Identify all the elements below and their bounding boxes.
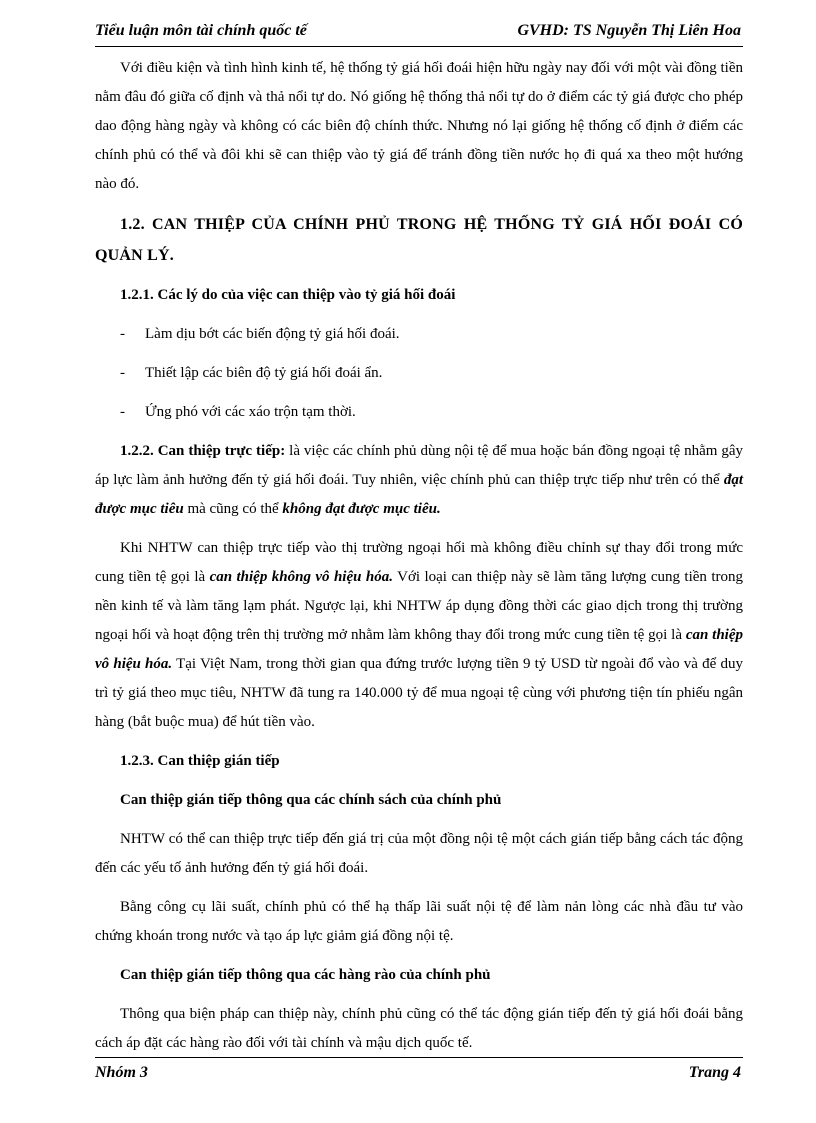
footer-page-number: Trang 4 <box>688 1064 741 1081</box>
bullet-text: Ứng phó với các xáo trộn tạm thời. <box>145 404 356 420</box>
page-footer <box>95 1057 743 1081</box>
subheading-barrier: Can thiệp gián tiếp thông qua các hàng rào của chính phủ <box>120 967 491 983</box>
bullet-item <box>95 359 743 388</box>
bullet-item <box>95 320 743 349</box>
direct-intervention-paragraph <box>95 437 743 524</box>
text-run: Với loại can thiệp này sẽ làm tăng lượng cung tiền trong nền kinh tế và làm tăng lạm phát. Ngược lại, khi NHTW áp dụng đồng thời các giao dịch trong thị trường ngoại hối và hoạt động trên thị trường mở nhằm làm không thay đổi trong mức cung tiền tệ gọi là <box>95 569 743 643</box>
bullet-dash: - <box>120 326 125 342</box>
text-run: là việc các chính phủ dùng nội tệ để mua hoặc bán đồng ngoại tệ nhằm gây áp lực làm ảnh hưởng đến tỷ giá hối đoái. Tuy nhiên, việc chính phủ can thiệp trực tiếp như trên có thể <box>95 443 743 488</box>
policy-paragraph-1: NHTW có thể can thiệp trực tiếp đến giá trị của một đồng nội tệ một cách gián tiếp bằng cách tác động đến các yếu tố ảnh hưởng đến tỷ giá hối đoái. <box>95 831 743 876</box>
footer-group: Nhóm 3 <box>95 1064 148 1081</box>
page-header <box>95 18 743 47</box>
barrier-paragraph: Thông qua biện pháp can thiệp này, chính phủ cũng có thể tác động gián tiếp đến tỷ giá hối đoái bằng cách áp đặt các hàng rào đối với tài chính và mậu dịch quốc tế. <box>95 1006 743 1051</box>
emphasis-sterilized: can thiệp vô hiệu hóa. <box>95 627 743 672</box>
header-instructor: GVHD: TS Nguyễn Thị Liên Hoa <box>517 22 741 39</box>
bullet-item <box>95 398 743 427</box>
intro-paragraph: Với điều kiện và tình hình kinh tế, hệ thống tỷ giá hối đoái hiện hữu ngày nay đối với một vài đồng tiền nằm đâu đó giữa cố định và thả nổi tự do. Nó giống hệ thống thả nổi tự do ở điểm các tỷ giá được cho phép dao động hàng ngày và không có các biên độ chính thức. Nhưng nó lại giống hệ thống cố định ở điểm các chính phủ có thể và đôi khi sẽ can thiệp vào tỷ giá để tránh đồng tiền nước họ đi quá xa theo một hướng nào đó. <box>95 60 743 192</box>
sterilization-paragraph <box>95 534 743 737</box>
policy-paragraph-2: Bằng công cụ lãi suất, chính phủ có thể hạ thấp lãi suất nội tệ để làm nản lòng các nhà đầu tư vào chứng khoán trong nước và tạo áp lực giảm giá đồng nội tệ. <box>95 899 743 944</box>
section-1-2-3-heading: 1.2.3. Can thiệp gián tiếp <box>120 753 280 769</box>
text-run: Khi NHTW can thiệp trực tiếp vào thị trường ngoại hối mà không điều chỉnh sự thay đổi trong mức cung tiền tệ gọi là <box>95 540 743 585</box>
header-course-title: Tiểu luận môn tài chính quốc tế <box>95 22 307 39</box>
emphasis-unsterilized: can thiệp không vô hiệu hóa. <box>209 569 393 585</box>
emphasis-achieve-goal: đạt được mục tiêu <box>95 472 743 517</box>
section-1-2-heading: 1.2. CAN THIỆP CỦA CHÍNH PHỦ TRONG HỆ THỐNG TỶ GIÁ HỐI ĐOÁI CÓ QUẢN LÝ. <box>95 216 743 264</box>
document-body <box>95 54 743 1068</box>
text-run: mà cũng có thể <box>183 501 283 517</box>
emphasis-not-achieve-goal: không đạt được mục tiêu. <box>282 501 441 517</box>
bullet-text: Thiết lập các biên độ tỷ giá hối đoái ẩn. <box>145 365 383 381</box>
bullet-dash: - <box>120 404 125 420</box>
bullet-text: Làm dịu bớt các biến động tỷ giá hối đoái. <box>145 326 400 342</box>
section-1-2-2-heading: 1.2.2. Can thiệp trực tiếp: <box>120 443 286 459</box>
text-run: Tại Việt Nam, trong thời gian qua đứng trước lượng tiền 9 tỷ USD từ ngoài đổ vào và để duy trì tỷ giá theo mục tiêu, NHTW đã tung ra 140.000 tỷ để mua ngoại tệ cùng với phương tiện tín phiếu ngân hàng (bắt buộc mua) để hút tiền vào. <box>95 656 743 730</box>
section-1-2-1-heading: 1.2.1. Các lý do của việc can thiệp vào tỷ giá hối đoái <box>120 287 456 303</box>
bullet-dash: - <box>120 365 125 381</box>
subheading-policy: Can thiệp gián tiếp thông qua các chính sách của chính phủ <box>120 792 502 808</box>
